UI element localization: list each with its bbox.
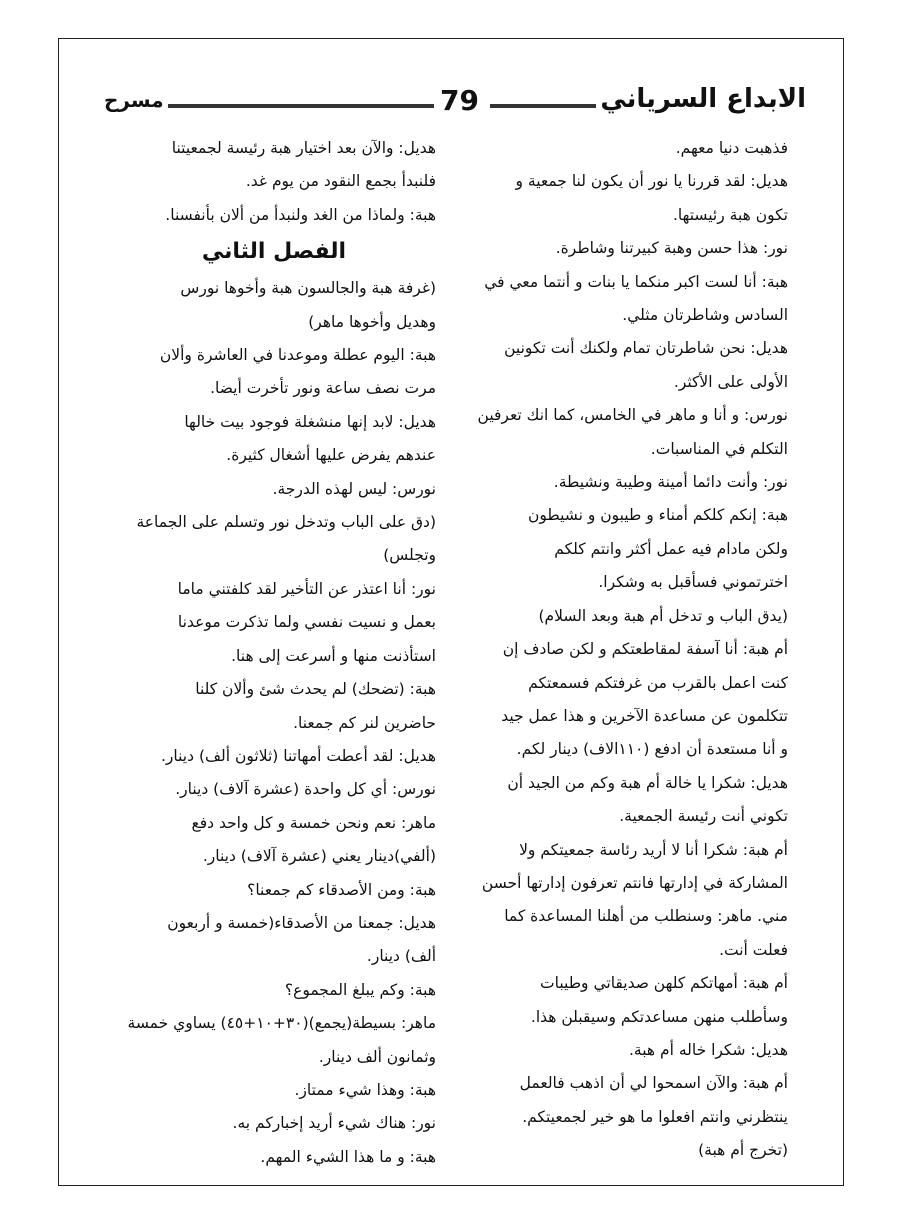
text-line: هبة: إنكم كلكم أمناء و طيبون و نشيطون — [527, 506, 788, 525]
text-line: هبة: وكم يبلغ المجموع؟ — [284, 980, 436, 999]
act-title: الفصل الثاني — [201, 239, 347, 265]
text-line: نور: هذا حسن وهبة كبيرتنا وشاطرة. — [555, 239, 788, 258]
text-line: فعلت أنت. — [719, 940, 788, 959]
text-line: نورس: ليس لهذه الدرجة. — [272, 479, 436, 498]
text-line: نورس: أي كل واحدة (عشرة آلاف) دينار. — [175, 780, 436, 799]
text-line: تتكلمون عن مساعدة الآخرين و هذا عمل جيد — [501, 706, 788, 725]
text-line: السادس وشاطرتان مثلي. — [622, 306, 788, 325]
text-line: مرت نصف ساعة ونور تأخرت أيضا. — [210, 379, 436, 398]
left-column-bottom — [112, 272, 436, 1174]
text-line: عندهم يفرض عليها أشغال كثيرة. — [226, 446, 436, 465]
text-line: (دق على الباب وتدخل نور وتسلم على الجماعة — [136, 513, 436, 532]
text-line: هبة: أنا لست اكبر منكما يا بنات و أنتما معي في — [484, 272, 788, 291]
text-line: حاضرين لنر كم جمعنا. — [293, 713, 436, 732]
header-rule-left — [160, 104, 460, 108]
text-line: نورس: و أنا و ماهر في الخامس، كما انك تعرفين — [477, 406, 788, 425]
text-line: مني. ماهر: وسنطلب من أهلنا المساعدة كما — [504, 907, 788, 926]
text-line: ماهر: بسيطة(يجمع)(٣٠+١٠+٤٥) يساوي خمسة — [127, 1014, 436, 1033]
text-line: وهديل وأخوها ماهر) — [308, 312, 436, 331]
text-line: هديل: جمعنا من الأصدقاء(خمسة و أربعون — [167, 913, 436, 932]
text-line: هبة: وهذا شيء ممتاز. — [294, 1080, 436, 1099]
text-line: نور: أنا اعتذر عن التأخير لقد كلفتني ماما — [177, 579, 436, 598]
text-line: وتجلس) — [383, 546, 436, 565]
text-line: وثمانون ألف دينار. — [318, 1047, 436, 1066]
text-line: أم هبة: والآن اسمحوا لي أن اذهب فالعمل — [519, 1074, 788, 1093]
text-line: و أنا مستعدة أن ادفع (١١٠الاف) دينار لكم. — [516, 740, 788, 759]
text-line: (غرفة هبة والجالسون هبة وأخوها نورس — [180, 279, 436, 298]
text-line: فذهبت دنيا معهم. — [675, 139, 788, 157]
text-line: أم هبة: أنا آسفة لمقاطعتكم و لكن صادف إن — [502, 640, 788, 659]
text-line: استأذنت منها و أسرعت إلى هنا. — [231, 646, 436, 665]
text-line: ألف) دينار. — [366, 947, 436, 966]
text-line: تكون هبة رئيستها. — [672, 205, 788, 224]
text-line: تكوني أنت رئيسة الجمعية. — [619, 807, 788, 826]
text-line: هديل: شكرا خاله أم هبة. — [628, 1040, 788, 1059]
text-line: هبة: و ما هذا الشيء المهم. — [260, 1147, 436, 1166]
text-line: كنت اعمل بالقرب من غرفتكم فسمعتكم — [528, 673, 788, 692]
text-line: هديل: لقد قررنا يا نور أن يكون لنا جمعية و — [515, 172, 788, 191]
left-column — [112, 132, 436, 1174]
text-line: فلنبدأ بجمع النقود من يوم غد. — [245, 172, 436, 191]
section-label: مسرح — [100, 88, 168, 112]
text-line: هديل: لقد أعطت أمهاتنا (ثلاثون ألف) دينار. — [161, 746, 436, 765]
magazine-title: الابداع السرياني — [596, 84, 810, 114]
text-line: أم هبة: شكرا أنا لا أريد رئاسة جمعيتكم ولا — [519, 840, 788, 859]
text-line: ماهر: نعم ونحن خمسة و كل واحد دفع — [191, 813, 436, 832]
text-line: نور: هناك شيء أريد إخباركم به. — [232, 1114, 436, 1133]
page-number: 79 — [434, 84, 485, 117]
text-line: هديل: شكرا يا خالة أم هبة وكم من الجيد أن — [507, 773, 788, 792]
text-line: هبة: (تضحك) لم يحدث شئ وألان كلنا — [195, 680, 436, 699]
left-column-top — [112, 132, 436, 232]
text-line: بعمل و نسيت نفسي ولما تذكرت موعدنا — [177, 613, 436, 632]
text-line: (تخرج أم هبة) — [698, 1141, 788, 1160]
text-line: المشاركة في إدارتها فانتم تعرفون إدارتها أحسن — [481, 873, 788, 892]
text-line: أم هبة: أمهاتكم كلهن صديقاتي وطيبات — [540, 974, 788, 993]
text-line: هبة: ومن الأصدقاء كم جمعنا؟ — [247, 880, 436, 899]
text-line: هبة: ولماذا من الغد ولنبدأ من ألان بأنفسنا. — [165, 205, 436, 224]
text-line: هبة: اليوم عطلة وموعدنا في العاشرة وألان — [159, 346, 436, 365]
page-header — [100, 84, 806, 122]
text-line: (ألفي)دينار يعني (عشرة آلاف) دينار. — [202, 847, 436, 866]
right-column — [466, 132, 788, 1168]
text-line: وسأطلب منهن مساعدتكم وسيقبلن هذا. — [530, 1007, 788, 1026]
text-line: ينتظرني وانتم افعلوا ما هو خير لجمعيتكم. — [522, 1107, 788, 1126]
text-line: (يدق الباب و تدخل أم هبة وبعد السلام) — [538, 606, 788, 625]
text-line: هديل: نحن شاطرتان تمام ولكنك أنت تكونين — [504, 339, 788, 358]
text-line: التكلم في المناسبات. — [650, 439, 788, 458]
text-line: هديل: والآن بعد اختيار هبة رئيسة لجمعيتنا — [171, 139, 436, 157]
text-line: هديل: لابد إنها منشغلة فوجود بيت خالها — [184, 412, 436, 431]
text-line: ولكن مادام فيه عمل أكثر وانتم كلكم — [554, 539, 788, 558]
text-line: اخترتموني فسأقبل به وشكرا. — [598, 573, 788, 592]
text-line: الأولى على الأكثر. — [673, 372, 788, 391]
text-line: نور: وأنت دائما أمينة وطيبة ونشيطة. — [553, 473, 788, 492]
